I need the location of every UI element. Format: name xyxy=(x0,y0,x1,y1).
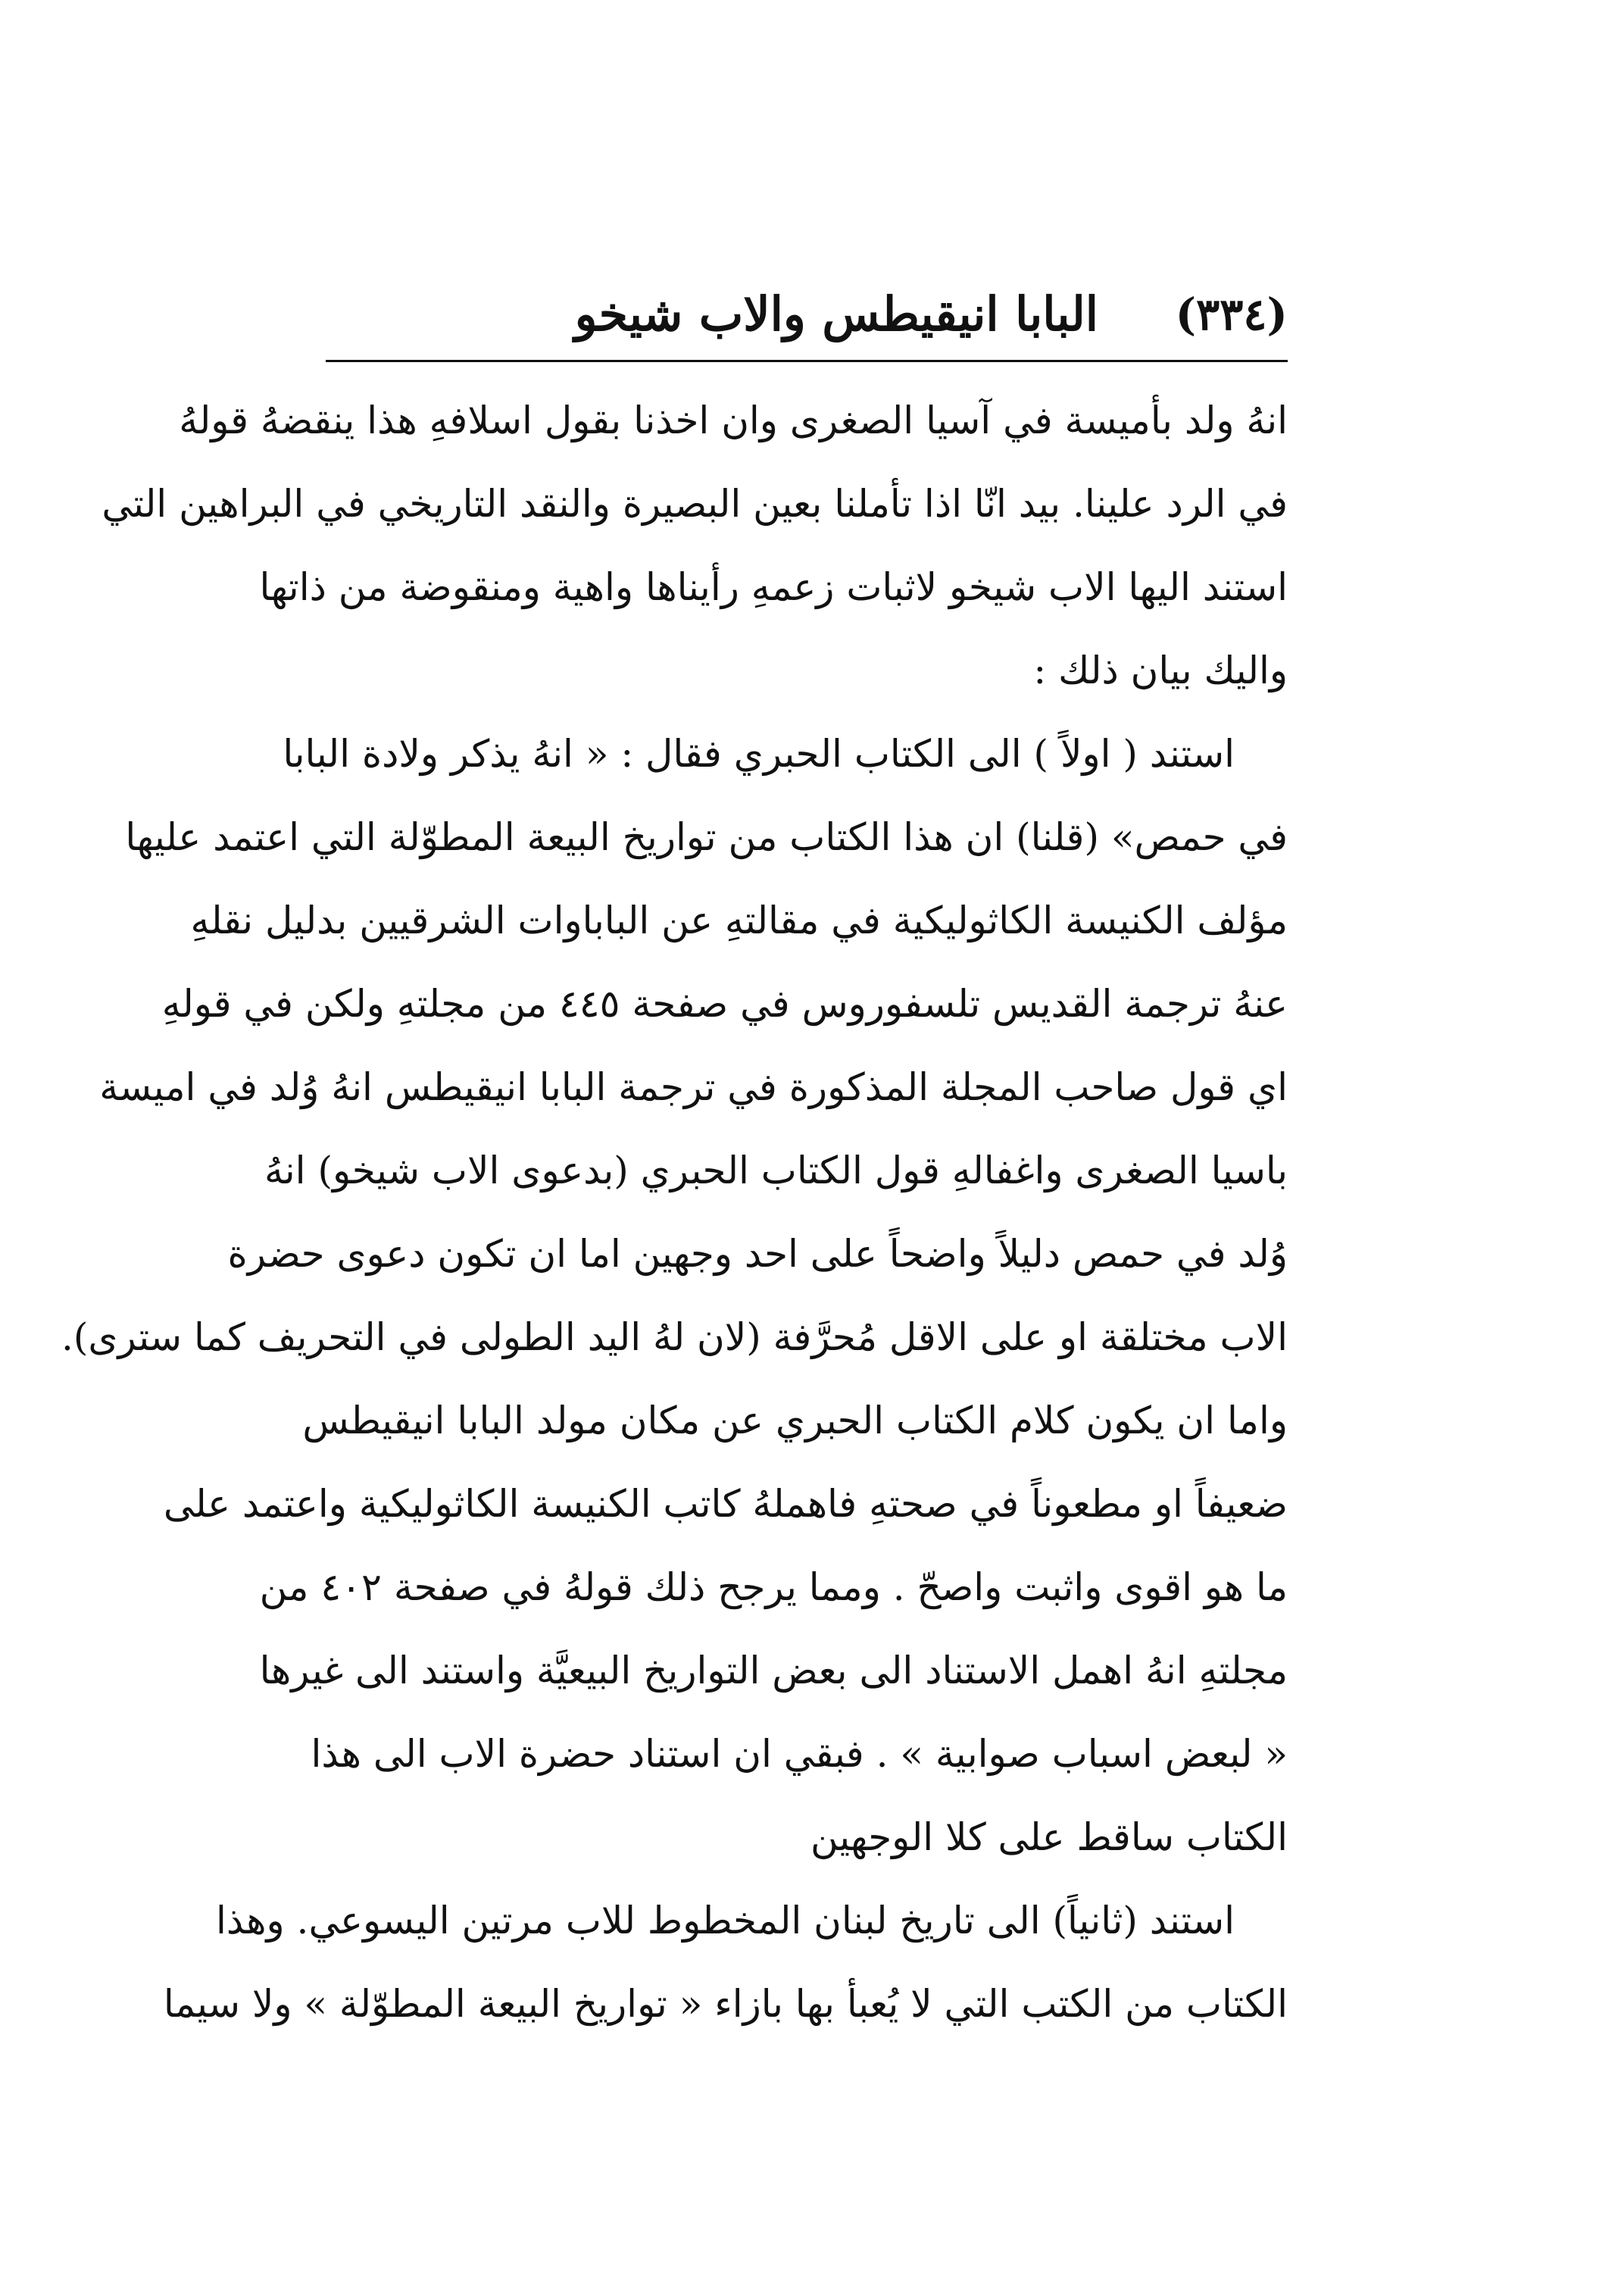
body-text xyxy=(61,379,1288,2046)
header-rule xyxy=(326,360,1288,362)
text-line: « لبعض اسباب صوابية » . فبقي ان استناد حضرة الاب الى هذا xyxy=(311,1732,1288,1776)
text-line: ضعيفاً او مطعوناً في صحتهِ فاهملهُ كاتب الكنيسة الكاثوليكية واعتمد على xyxy=(163,1482,1288,1526)
text-line: وُلد في حمص دليلاً واضحاً على احد وجهين اما ان تكون دعوى حضرة xyxy=(227,1232,1288,1276)
text-line: اي قول صاحب المجلة المذكورة في ترجمة البابا انيقيطس انهُ وُلد في اميسة xyxy=(99,1065,1288,1109)
text-line: الاب مختلقة او على الاقل مُحرَّفة (لان لهُ اليد الطولى في التحريف كما سترى). xyxy=(61,1315,1288,1359)
text-line: واما ان يكون كلام الكتاب الحبري عن مكان مولد البابا انيقيطس xyxy=(302,1399,1288,1442)
text-line: الكتاب ساقط على كلا الوجهين xyxy=(810,1815,1288,1859)
text-line: باسيا الصغرى واغفالهِ قول الكتاب الحبري (بدعوى الاب شيخو) انهُ xyxy=(264,1149,1288,1192)
text-line: الكتاب من الكتب التي لا يُعبأ بها بازاء « تواريخ البيعة المطوّلة » ولا سيما xyxy=(163,1982,1288,2026)
text-line: استند (ثانياً) الى تاريخ لبنان المخطوط للاب مرتين اليسوعي. وهذا xyxy=(216,1899,1235,1943)
text-line: واليك بيان ذلك : xyxy=(1033,649,1288,692)
text-line: في حمص» (قلنا) ان هذا الكتاب من تواريخ البيعة المطوّلة التي اعتمد عليها xyxy=(125,815,1288,859)
text-line: مجلتهِ انهُ اهمل الاستناد الى بعض التواريخ البيعيَّة واستند الى غيرها xyxy=(259,1649,1288,1692)
page-header xyxy=(326,273,1288,356)
text-line: في الرد علينا. بيد انّا اذا تأملنا بعين البصيرة والنقد التاريخي في البراهين التي xyxy=(102,482,1288,526)
text-line: مؤلف الكنيسة الكاثوليكية في مقالتهِ عن الباباوات الشرقيين بدليل نقلهِ xyxy=(190,899,1288,942)
running-title: البابا انيقيطس والاب شيخو xyxy=(574,286,1098,342)
text-line: ما هو اقوى واثبت واصحّ . ومما يرجح ذلك قولهُ في صفحة ٤٠٢ من xyxy=(259,1565,1288,1609)
text-line: استند اليها الاب شيخو لاثبات زعمهِ رأيناها واهية ومنقوضة من ذاتها xyxy=(259,565,1288,609)
text-line: انهُ ولد بأميسة في آسيا الصغرى وان اخذنا بقول اسلافهِ هذا ينقضهُ قولهُ xyxy=(179,399,1288,442)
page-number: (٣٣٤) xyxy=(1175,289,1288,340)
text-line: استند ( اولاً ) الى الكتاب الحبري فقال : « انهُ يذكر ولادة البابا xyxy=(283,732,1235,776)
text-line: عنهُ ترجمة القديس تلسفوروس في صفحة ٤٤٥ من مجلتهِ ولكن في قولهِ xyxy=(161,982,1288,1026)
